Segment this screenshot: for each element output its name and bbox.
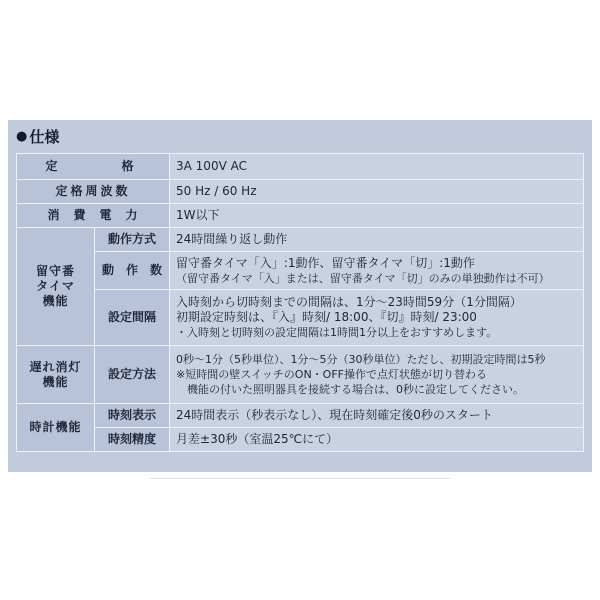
delay-category-line: 遅れ消灯	[29, 359, 82, 374]
operation-mode-value: 24時間繰り返し動作	[170, 228, 584, 252]
rated-value: 3A 100V AC	[170, 154, 584, 180]
display-label: 時刻表示	[95, 404, 170, 428]
operation-count-label: 動 作 数	[95, 252, 170, 290]
table-row	[17, 290, 584, 346]
interval-label: 設定間隔	[95, 290, 170, 346]
table-row	[17, 180, 584, 204]
table-row	[17, 346, 584, 404]
spec-table	[16, 153, 584, 452]
bullet-icon: ●	[16, 129, 28, 144]
method-line: 0秒～1分（5秒単位）、1分～5分（30秒単位）ただし、初期設定時間は5秒	[176, 353, 546, 366]
away-timer-category-line: 機能	[42, 294, 69, 308]
interval-line: 入時刻から切時刻までの間隔は、1分～23時間59分（1分間隔）	[176, 295, 522, 309]
delay-category-line: 機能	[42, 374, 69, 389]
table-row	[17, 252, 584, 290]
operation-mode-label: 動作方式	[95, 228, 170, 252]
operation-count-line: 留守番タイマ「入」:1動作、留守番タイマ「切」:1動作	[176, 255, 475, 270]
operation-count-line: （留守番タイマ「入」または、留守番タイマ「切」のみの単独動作は不可）	[176, 271, 550, 285]
table-row	[17, 154, 584, 180]
away-timer-category-line: 留守番	[35, 264, 75, 278]
display-value: 24時間表示（秒表示なし）、現在時刻確定後0秒のスタート	[170, 404, 584, 428]
method-line: 機能の付いた照明器具を接続する場合は、0秒に設定してください。	[176, 383, 525, 396]
table-row	[17, 228, 584, 252]
accuracy-label: 時刻精度	[95, 428, 170, 452]
frequency-label: 定格周波数	[17, 180, 170, 204]
spec-card	[8, 120, 592, 472]
method-value	[170, 346, 584, 404]
bottom-divider	[150, 478, 450, 479]
table-row	[17, 204, 584, 228]
rated-label: 定 格	[17, 154, 170, 180]
power-value: 1W以下	[170, 204, 584, 228]
method-line: ※短時間の壁スイッチのON・OFF操作で点灯状態が切り替わる	[176, 368, 487, 381]
operation-count-value	[170, 252, 584, 290]
interval-value	[170, 290, 584, 346]
interval-line: 初期設定時刻は、『入』時刻/ 18:00、『切』時刻/ 23:00	[176, 310, 477, 324]
table-row	[17, 404, 584, 428]
section-title: 仕様	[29, 128, 60, 146]
table-row	[17, 428, 584, 452]
section-heading	[16, 126, 59, 147]
interval-line: ・入時刻と切時刻の設定間隔は1時間1分以上をおすすめします。	[176, 326, 498, 339]
accuracy-value: 月差±30秒（室温25℃にて）	[170, 428, 584, 452]
away-timer-category	[17, 228, 95, 346]
clock-category: 時計機能	[17, 404, 95, 452]
power-label: 消 費 電 力	[17, 204, 170, 228]
method-label: 設定方法	[95, 346, 170, 404]
away-timer-category-line: タイマ	[36, 279, 75, 293]
delay-category	[17, 346, 95, 404]
frequency-value: 50 Hz / 60 Hz	[170, 180, 584, 204]
